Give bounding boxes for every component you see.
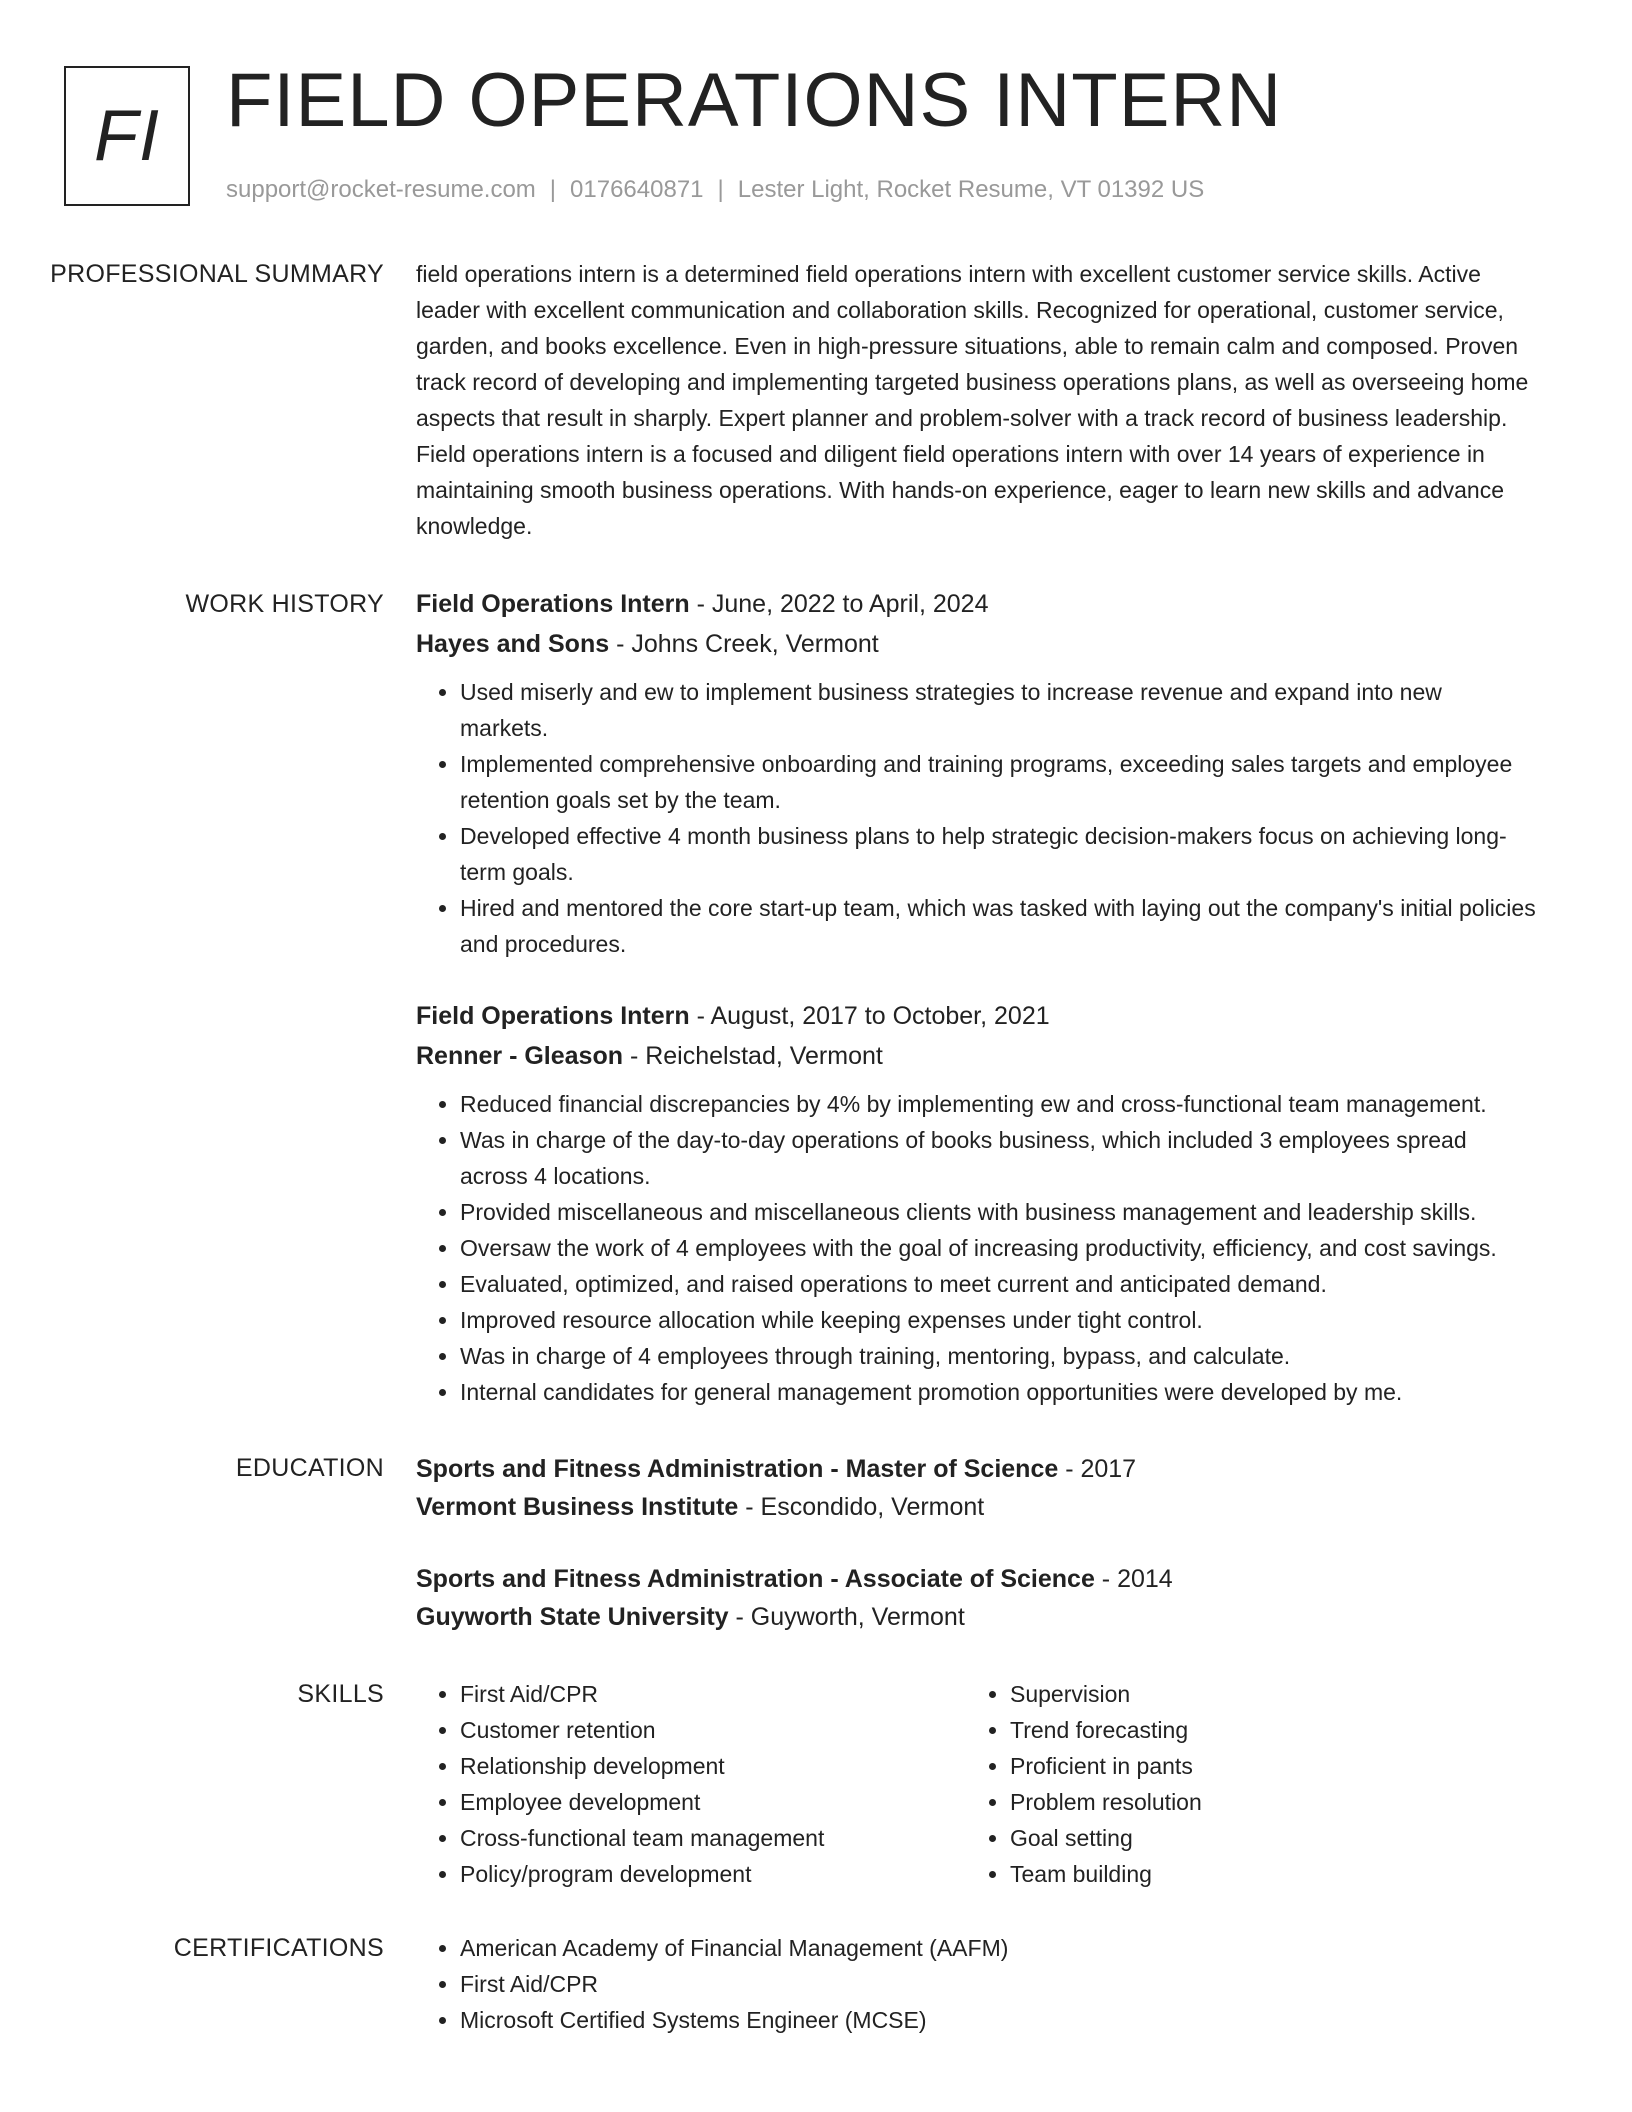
- degree-year: - 2014: [1094, 1565, 1173, 1593]
- school: Guyworth State University: [416, 1603, 729, 1631]
- list-item: • Improved resource allocation while keeping expenses under tight control.: [460, 1302, 1536, 1338]
- candidate-name: FIELD OPERATIONS INTERN: [226, 58, 1283, 143]
- summary-text: field operations intern is a determined field operations intern with excellent customer service skills. Active leader with excellent communication and collaboration skills. Recognized for operational, customer service, garden, and books excellence. Even in high-pressure situations, able to remain calm and composed. Proven track record of developing and implementing targeted business operations plans, as well as overseeing home aspects that result in sharply. Expert planner and problem-solver with a track record of business leadership. Field operations intern is a focused and diligent field operations intern with over 14 years of experience in maintaining smooth business operations. With hands-on experience, eager to learn new skills and advance knowledge.: [416, 261, 1529, 539]
- section-title: CERTIFICATIONS: [173, 1934, 384, 1962]
- job-company-line: [416, 624, 1536, 664]
- resume-content: [0, 256, 1632, 2038]
- job-location: - Johns Creek, Vermont: [609, 630, 879, 658]
- section-title: PROFESSIONAL SUMMARY: [50, 260, 384, 288]
- job-role: Field Operations Intern: [416, 1002, 690, 1030]
- skill-item: • Problem resolution: [1010, 1784, 1516, 1820]
- skills-grid: [416, 1676, 1536, 1892]
- summary-section: [0, 256, 1632, 544]
- contact-email: support@rocket-resume.com: [226, 176, 536, 203]
- section-body: [416, 1930, 1536, 2038]
- education-section: [0, 1450, 1632, 1636]
- job-entry: [416, 584, 1536, 962]
- certification-item: • American Academy of Financial Management (AAFM): [460, 1930, 1536, 1966]
- job-entry: [416, 996, 1536, 1410]
- job-dates: - June, 2022 to April, 2024: [689, 590, 989, 618]
- monogram-logo: FI: [64, 66, 190, 206]
- school-location: - Guyworth, Vermont: [728, 1603, 965, 1631]
- skill-item: • Trend forecasting: [1010, 1712, 1516, 1748]
- skill-item: • Team building: [1010, 1856, 1516, 1892]
- list-item: • Used miserly and ew to implement business strategies to increase revenue and expand into new markets.: [460, 674, 1536, 746]
- work-history-section: [0, 584, 1632, 1410]
- skill-item: • Cross-functional team management: [460, 1820, 966, 1856]
- skill-item: • Employee development: [460, 1784, 966, 1820]
- degree-year: - 2017: [1058, 1455, 1137, 1483]
- section-title: SKILLS: [297, 1680, 384, 1708]
- list-item: • Internal candidates for general management promotion opportunities were developed by me.: [460, 1374, 1536, 1410]
- list-item: • Implemented comprehensive onboarding and training programs, exceeding sales targets and employee retention goals set by the team.: [460, 746, 1536, 818]
- skill-item: • Relationship development: [460, 1748, 966, 1784]
- job-company: Renner - Gleason: [416, 1042, 623, 1070]
- skill-item: • Supervision: [1010, 1676, 1516, 1712]
- list-item: • Was in charge of the day-to-day operations of books business, which included 3 employees spread across 4 locations.: [460, 1122, 1536, 1194]
- section-body: [416, 1676, 1536, 1892]
- list-item: • Developed effective 4 month business plans to help strategic decision-makers focus on achieving long-term goals.: [460, 818, 1536, 890]
- contact-address: Lester Light, Rocket Resume, VT 01392 US: [737, 176, 1205, 203]
- contact-phone: 0176640871: [570, 176, 704, 203]
- contact-separator: |: [549, 176, 557, 203]
- job-heading: [416, 996, 1536, 1036]
- skills-section: [0, 1676, 1632, 1892]
- skill-item: • Proficient in pants: [1010, 1748, 1516, 1784]
- certification-item: • First Aid/CPR: [460, 1966, 1536, 2002]
- certification-item: • Microsoft Certified Systems Engineer (MCSE): [460, 2002, 1536, 2038]
- section-title: WORK HISTORY: [185, 590, 384, 618]
- job-role: Field Operations Intern: [416, 590, 690, 618]
- skills-column-left: [416, 1676, 966, 1892]
- job-location: - Reichelstad, Vermont: [623, 1042, 883, 1070]
- school-line: [416, 1598, 1536, 1636]
- list-item: • Reduced financial discrepancies by 4% by implementing ew and cross-functional team management.: [460, 1086, 1536, 1122]
- skill-item: • First Aid/CPR: [460, 1676, 966, 1712]
- job-bullets: [416, 1086, 1536, 1410]
- degree: Sports and Fitness Administration - Associate of Science: [416, 1565, 1095, 1593]
- certifications-list: [416, 1930, 1536, 2038]
- skill-item: • Policy/program development: [460, 1856, 966, 1892]
- job-company: Hayes and Sons: [416, 630, 610, 658]
- job-bullets: [416, 674, 1536, 962]
- education-entry: [416, 1450, 1536, 1526]
- degree-line: [416, 1450, 1536, 1488]
- degree-line: [416, 1560, 1536, 1598]
- education-entry: [416, 1560, 1536, 1636]
- list-item: • Hired and mentored the core start-up team, which was tasked with laying out the company's initial policies and procedures.: [460, 890, 1536, 962]
- school-line: [416, 1488, 1536, 1526]
- certifications-section: [0, 1930, 1632, 2038]
- job-dates: - August, 2017 to October, 2021: [689, 1002, 1050, 1030]
- contact-separator: |: [717, 176, 724, 203]
- school-location: - Escondido, Vermont: [738, 1493, 985, 1521]
- list-item: • Evaluated, optimized, and raised operations to meet current and anticipated demand.: [460, 1266, 1536, 1302]
- contact-line: [226, 174, 1204, 206]
- section-title: EDUCATION: [235, 1454, 384, 1482]
- job-company-line: [416, 1036, 1536, 1076]
- skills-column-right: [966, 1676, 1516, 1892]
- skill-item: • Goal setting: [1010, 1820, 1516, 1856]
- list-item: • Oversaw the work of 4 employees with the goal of increasing productivity, efficiency, and cost savings.: [460, 1230, 1536, 1266]
- list-item: • Provided miscellaneous and miscellaneous clients with business management and leadership skills.: [460, 1194, 1536, 1230]
- skill-item: • Customer retention: [460, 1712, 966, 1748]
- list-item: • Was in charge of 4 employees through training, mentoring, bypass, and calculate.: [460, 1338, 1536, 1374]
- degree: Sports and Fitness Administration - Master of Science: [416, 1455, 1059, 1483]
- school: Vermont Business Institute: [416, 1493, 739, 1521]
- section-body: [416, 1450, 1536, 1636]
- section-body: [416, 584, 1536, 1410]
- section-body: [416, 256, 1536, 544]
- job-heading: [416, 584, 1536, 624]
